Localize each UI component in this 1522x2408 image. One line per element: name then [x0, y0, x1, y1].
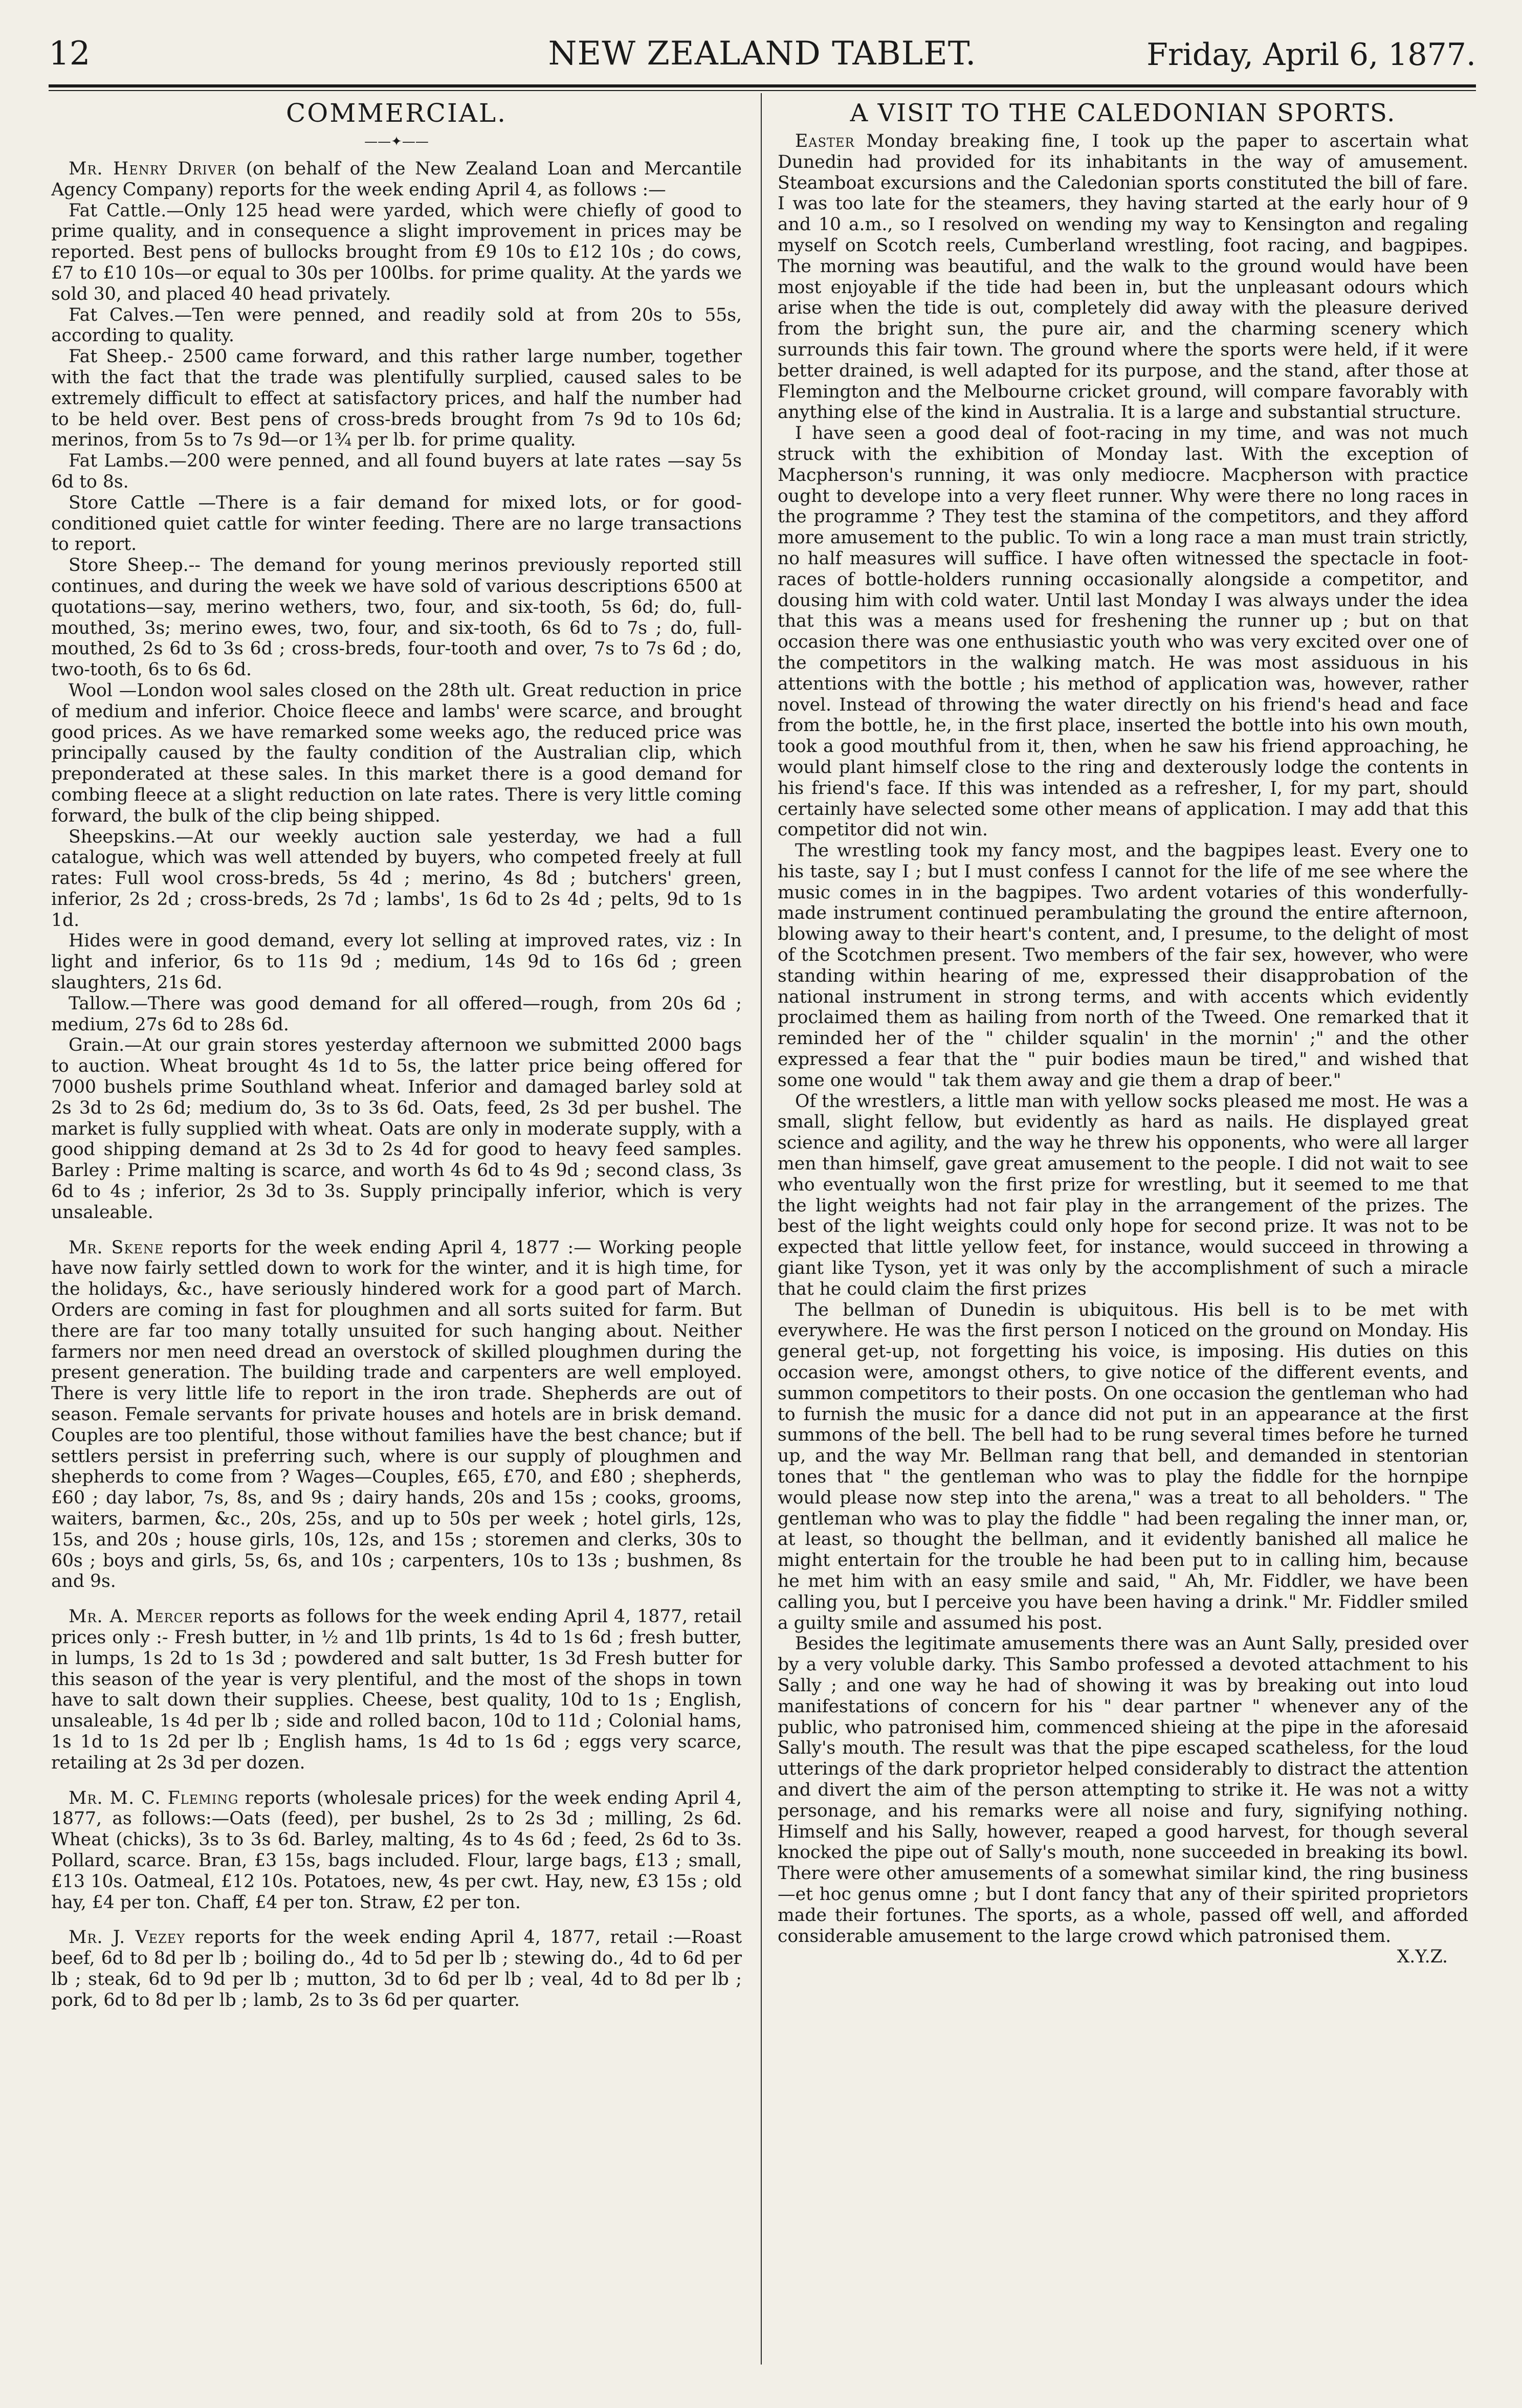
- driver-report-intro: Mr. Henry Driver (on behalf of the New Zealand Loan and Mercantile Agency Company) reports for the week ending April 4, as follows :—: [51, 159, 742, 200]
- article-paragraph: The bellman of Dunedin is ubiquitous. His bell is to be met with everywhere. He was the first person I noticed on the ground on Monday. His general get-up, not forgetting his voice, is imposing. His duties on this occasion were, amongst others, to give notice of the different events, and summon competitors to their posts. On one occasion the gentleman who had to furnish the music for a dance did not put in an appearance at the first summons of the bell. The bell had to be rung several times before he turned up, and the way Mr. Bellman rang that bell, and demanded in stentorian tones that " the gentleman who was to play the fiddle for the hornpipe would please now step into the arena," was a treat to all beholders. " The gentleman who was to play the fiddle " had been regaling the inner man, or, at least, so thought the bellman, and it evidently banished all malice he might entertain for the trouble he had been put to in calling him, because he met him with an easy smile and said, " Ah, Mr. Fiddler, we have been calling you, but I perceive you have been having a drink." Mr. Fiddler smiled a guilty smile and assumed his post.: [778, 1299, 1468, 1633]
- article-heading: A VISIT TO THE CALEDONIAN SPORTS.: [850, 99, 1396, 127]
- report-paragraph: Wool —London wool sales closed on the 28th ult. Great reduction in price of medium and inferior. Choice fleece and lambs' were scarce, and brought good prices. As we have remarked some weeks ago, the reduced price was principally caused by the faulty condition of the Australian clip, which preponderated at these sales. In this market there is a good demand for combing fleece at a slight reduction on late rates. There is very little coming forward, the bulk of the clip being shipped.: [51, 680, 742, 826]
- heading-ornament: ——✦——: [364, 134, 429, 149]
- report-paragraph: Sheepskins.—At our weekly auction sale yesterday, we had a full catalogue, which was well attended by buyers, who competed freely at full rates: Full wool cross-breds, 5s 4d ; merino, 4s 8d ; butchers' green, inferior, 2s 2d ; cross-breds, 2s 7d ; lambs', 1s 6d to 2s 4d ; pelts, 9d to 1s 1d.: [51, 826, 742, 931]
- skene-report: Mr. Skene reports for the week ending April 4, 1877 :— Working people have now fairly settled down to work for the winter, and it is high time, for the holidays, &c., have seriously hindered work for a good part of March. Orders are coming in fast for ploughmen and all sorts suited for farm. But there are far too many totally unsuited for such hanging about. Neither farmers nor men need dread an overstock of skilled ploughmen during the present generation. The building trade and carpenters are well employed. There is very little life to report in the iron trade. Shepherds are out of season. Female servants for private houses and hotels are in brisk demand. Couples are too plentiful, those without families have the best chance; but if settlers persist in preferring such, where is our supply of ploughmen and shepherds to come from ? Wages—Couples, £65, £70, and £80 ; shepherds, £60 ; day labor, 7s, 8s, and 9s ; dairy hands, 20s and 15s ; cooks, grooms, waiters, barmen, &c., 20s, 25s, and up to 50s per week ; hotel girls, 12s, 15s, and 20s ; house girls, 10s, 12s, and 15s ; storemen and clerks, 30s to 60s ; boys and girls, 5s, 6s, and 10s ; carpenters, 10s to 13s ; bushmen, 8s and 9s.: [51, 1237, 742, 1592]
- article-paragraph: Easter Monday breaking fine, I took up the paper to ascertain what Dunedin had provided for its inhabitants in the way of amusement. Steamboat excursions and the Caledonian sports constituted the bill of fare. I was too late for the steamers, they having started at the early hour of 9 and 10 a.m., so I resolved on wending my way to Kensington and regaling myself on Scotch reels, Cumberland wrestling, foot racing, and bagpipes. The morning was beautiful, and the walk to the ground would have been most enjoyable if the tide had been in, but the unpleasant odours which arise when the tide is out, completely did away with the pleasure derived from the bright sun, the pure air, and the charming scenery which surrounds this fair town. The ground where the sports were held, if it were better drained, is well adapted for its purpose, and the stand, after those at Flemington and the Melbourne cricket ground, will compare favorably with anything else of the kind in Australia. It is a large and substantial structure.: [778, 131, 1468, 423]
- report-paragraph: Store Sheep.-- The demand for young merinos previously reported still continues, and during the week we have sold of various descriptions 6500 at quotations—say, merino wethers, two, four, and six-tooth, 5s 6d; do, full-mouthed, 3s; merino ewes, two, four, and six-tooth, 6s 6d to 7s ; do, full-mouthed, 2s 6d to 3s 6d ; cross-breds, four-tooth and over, 7s to 7s 6d ; do, two-tooth, 6s to 6s 6d.: [51, 555, 742, 680]
- commercial-column: [51, 97, 742, 2369]
- issue-date: Friday, April 6, 1877.: [1146, 37, 1476, 73]
- column-divider: [761, 93, 762, 2365]
- reporter-name: Mr. A. Mercer: [69, 1606, 203, 1627]
- report-paragraph: Fat Cattle.—Only 125 head were yarded, which were chiefly of good to prime quality, and in consequence a slight improvement in prices may be reported. Best pens of bullocks brought from £9 10s to £12 10s ; do cows, £7 to £10 10s—or equal to 30s per 100lbs. for prime quality. At the yards we sold 30, and placed 40 head privately.: [51, 200, 742, 304]
- fleming-report: Mr. M. C. Fleming reports (wholesale prices) for the week ending April 4, 1877, as follows:—Oats (feed), per bushel, 2s to 2s 3d ; milling, 2s 6d. Wheat (chicks), 3s to 3s 6d. Barley, malting, 4s to 4s 6d ; feed, 2s 6d to 3s. Pollard, scarce. Bran, £3 15s, bags included. Flour, large bags, £13 ; small, £13 10s. Oatmeal, £12 10s. Potatoes, new, 4s per cwt. Hay, new, £3 15s ; old hay, £4 per ton. Chaff, £4 per ton. Straw, £2 per ton.: [51, 1787, 742, 1913]
- report-paragraph: Hides were in good demand, every lot selling at improved rates, viz : In light and inferior, 6s to 11s 9d ; medium, 14s 9d to 16s 6d ; green slaughters, 21s 6d.: [51, 931, 742, 993]
- report-paragraph: Store Cattle —There is a fair demand for mixed lots, or for good-conditioned quiet cattle for winter feeding. There are no large transactions to report.: [51, 492, 742, 555]
- header-rule-thin: [49, 90, 1476, 91]
- report-paragraph: Fat Sheep.- 2500 came forward, and this rather large number, together with the fact that the trade was plentifully surplied, caused sales to be extremely difficult to effect at satisfactory prices, and half the number had to be held over. Best pens of cross-breds brought from 7s 9d to 10s 6d; merinos, from 5s to 7s 9d—or 1¾ per lb. for prime quality.: [51, 346, 742, 451]
- header-rule-thick: [49, 84, 1476, 87]
- mercer-report: Mr. A. Mercer reports as follows for the week ending April 4, 1877, retail prices only :- Fresh butter, in ½ and 1lb prints, 1s 4d to 1s 6d ; fresh butter, in lumps, 1s 2d to 1s 3d ; powdered and salt butter, 1s 3d Fresh butter for this season of the year is very plentiful, and the most of the shops in town have to salt down their supplies. Cheese, best quality, 10d to 1s ; English, unsaleable, 1s 4d per lb ; side and rolled bacon, 10d to 11d ; Colonial hams, 1s 1d to 1s 2d per lb ; English hams, 1s 4d to 1s 6d ; eggs very scarce, retailing at 2s 3d per dozen.: [51, 1606, 742, 1773]
- report-paragraph: Grain.—At our grain stores yesterday afternoon we submitted 2000 bags to auction. Wheat brought 4s 1d to 5s, the latter price being offered for 7000 bushels prime Southland wheat. Inferior and damaged barley sold at 2s 3d to 2s 6d; medium do, 3s to 3s 6d. Oats, feed, 2s 3d per bushel. The market is fully supplied with wheat. Oats are only in moderate supply, with a good shipping demand at 2s 3d to 2s 4d for good to heavy feed samples. Barley : Prime malting is scarce, and worth 4s 6d to 4s 9d ; second class, 3s 6d to 4s ; inferior, 2s 3d to 3s. Supply principally inferior, which is very unsaleable.: [51, 1035, 742, 1223]
- commercial-heading: COMMERCIAL.: [286, 98, 507, 128]
- publication-title: NEW ZEALAND TABLET.: [548, 35, 977, 73]
- reporter-name: Mr. Skene: [69, 1237, 164, 1258]
- reporter-name: Mr. M. C. Fleming: [69, 1787, 239, 1808]
- article-paragraph: The wrestling took my fancy most, and the bagpipes least. Every one to his taste, say I ; but I must confess I cannot for the life of me see where the music comes in in the bagpipes. Two ardent votaries of this wonderfully-made instrument continued perambulating the ground the entire afternoon, blowing away to their heart's content, and, I presume, to the delight of most of the Scotchmen present. Two members of the fair sex, however, who were standing within hearing of me, expressed their disapprobation of the national instrument in strong terms, and with accents which evidently proclaimed them as hailing from north of the Tweed. One remarked that it reminded her of the " childer squalin' in the mornin' ;" and the other expressed a fear that the " puir bodies maun be tired," and wished that some one would " tak them away and gie them a drap of beer.": [778, 841, 1468, 1091]
- reporter-name: Mr. J. Vezey: [69, 1927, 186, 1948]
- reporter-name: Mr. Henry Driver: [69, 159, 236, 179]
- report-paragraph: Fat Lambs.—200 were penned, and all found buyers at late rates —say 5s 6d to 8s.: [51, 451, 742, 492]
- report-paragraph: Tallow.—There was good demand for all offered—rough, from 20s 6d ; medium, 27s 6d to 28s 6d.: [51, 993, 742, 1035]
- article-paragraph: I have seen a good deal of foot-racing in my time, and was not much struck with the exhibition of Monday last. With the exception of Macpherson's running, it was only mediocre. Macpherson with practice ought to develope into a very fleet runner. Why were there no long races in the programme ? They test the stamina of the competitors, and they afford more amusement to the public. To win a long race a man must train strictly, no half measures will suffice. I have often witnessed the spectacle in foot-races of bottle-holders running occasionally alongside a competitor, and dousing him with cold water. Until last Monday I was always under the idea that this was a means used for freshening the runner up ; but on that occasion there was one enthusiastic youth who was very excited over one of the competitors in the walking match. He was most assiduous in his attentions with the bottle ; his method of application was, however, rather novel. Instead of throwing the water directly on his friend's head and face from the bottle, he, in the first place, inserted the bottle into his own mouth, took a good mouthful from it, then, when he saw his friend approaching, he would plant himself close to the ring and dexterously lodge the contents in his friend's face. If this was intended as a refresher, I, for my part, should certainly have selected some other means of application. I may add that this competitor did not win.: [778, 423, 1468, 841]
- author-signature: X.Y.Z.: [1397, 1947, 1448, 1968]
- lead-word: Easter: [795, 131, 855, 151]
- article-paragraph: Besides the legitimate amusements there was an Aunt Sally, presided over by a very voluble darky. This Sambo professed a devoted attachment to his Sally ; and one way he had of showing it was by breaking out into loud manifestations of concern for his " dear partner " whenever any of the public, who patronised him, commenced shieing at the pipe in the aforesaid Sally's mouth. The result was that the pipe escaped scatheless, for the loud utterings of the dark proprietor helped considerably to distract the attention and divert the aim of the person attempting to strike it. He was not a witty personage, and his remarks were all noise and fury, signifying nothing. Himself and his Sally, however, reaped a good harvest, for though several knocked the pipe out of Sally's mouth, none succeeded in breaking its bowl. There were other amusements of a somewhat similar kind, the ring business—et hoc genus omne ; but I dont fancy that any of their spirited proprietors made their fortunes. The sports, as a whole, passed off well, and afforded considerable amusement to the large crowd which patronised them.: [778, 1633, 1468, 1947]
- masthead: [49, 30, 1476, 86]
- article-paragraph: Of the wrestlers, a little man with yellow socks pleased me most. He was a small, slight fellow, but evidently as hard as nails. He displayed great science and agility, and the way he threw his opponents, who were all larger men than himself, gave great amusement to the people. I did not wait to see who eventually won the first prize for wrestling, but it seemed to me that the light weights had not fair play in the arrangement of the prizes. The best of the light weights could only hope for second prize. It was not to be expected that little yellow feet, for instance, would succeed in throwing a giant like Tyson, yet it was only by the accomplishment of such a miracle that he could claim the first prizes: [778, 1091, 1468, 1299]
- caledonian-sports-column: [778, 97, 1468, 2369]
- page-number: 12: [49, 35, 91, 73]
- vezey-report: Mr. J. Vezey reports for the week ending April 4, 1877, retail :—Roast beef, 6d to 8d per lb ; boiling do., 4d to 5d per lb ; stewing do., 4d to 6d per lb ; steak, 6d to 9d per lb ; mutton, 3d to 6d per lb ; veal, 4d to 8d per lb ; pork, 6d to 8d per lb ; lamb, 2s to 3s 6d per quarter.: [51, 1927, 742, 2011]
- report-paragraph: Fat Calves.—Ten were penned, and readily sold at from 20s to 55s, according to quality.: [51, 304, 742, 346]
